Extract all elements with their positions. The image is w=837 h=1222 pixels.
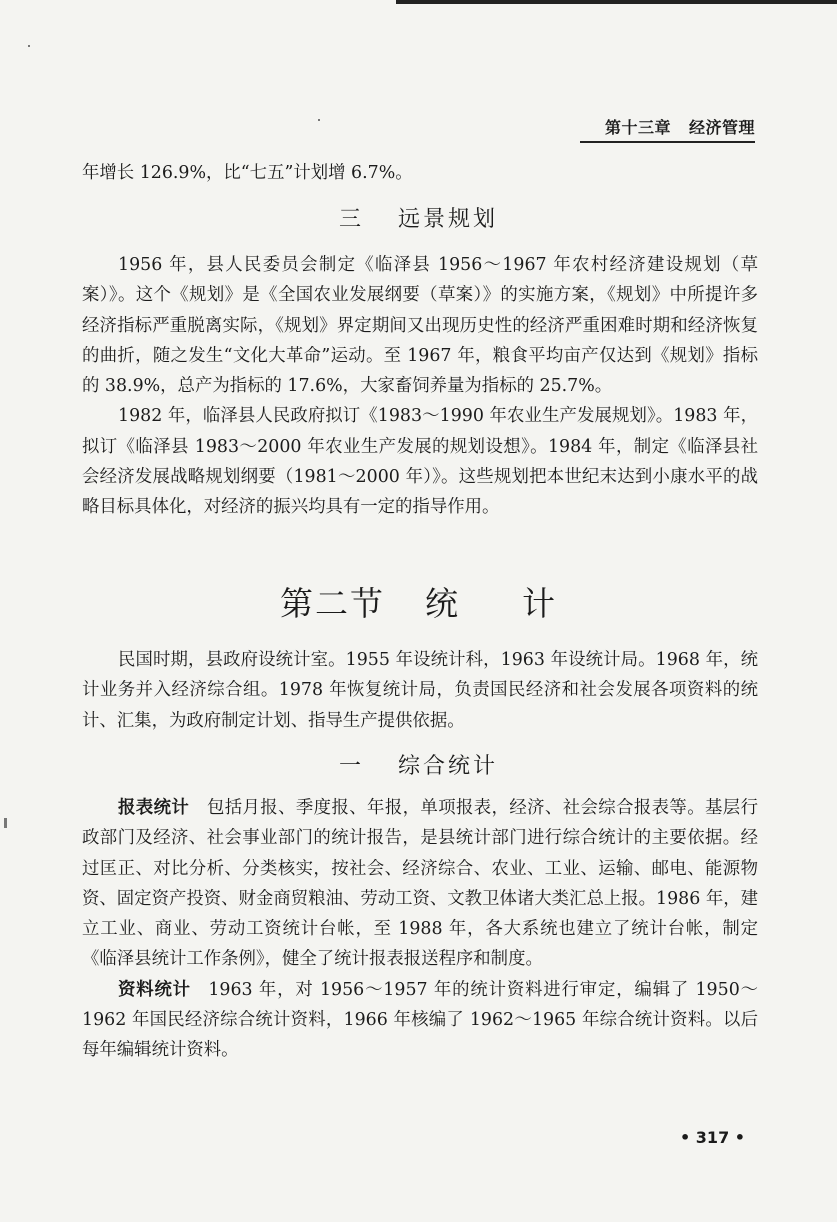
paragraph: 年增长 126.9%，比“七五”计划增 6.7%。 bbox=[82, 163, 413, 183]
paragraph bbox=[82, 793, 758, 975]
paragraph bbox=[82, 975, 758, 1066]
section-title: 综合统计 bbox=[398, 754, 499, 779]
body-block-1 bbox=[82, 250, 758, 523]
page-number: • 317 • bbox=[680, 1128, 745, 1147]
scan-speck bbox=[4, 818, 7, 828]
paragraph: 1956 年，县人民委员会制定《临泽县 1956～1967 年农村经济建设规划（草案）》。这个《规划》是《全国农业发展纲要（草案）》的实施方案，《规划》中所提许多经济指标严重脱离实际，《规划》界定期间又出现历史性的经济严重困难时期和经济恢复的曲折，随之发生“文化大革命”运动。至 1967 年，粮食平均亩产仅达到《规划》指标的 38.9%，总产为指标的 17.6%，大家畜饲养量为指标的 25.7%。 bbox=[82, 255, 758, 397]
body-block-2 bbox=[82, 645, 758, 736]
paragraph-body: 包括月报、季度报、年报，单项报表，经济、社会综合报表等。基层行政部门及经济、社会事业部门的统计报告，是县统计部门进行综合统计的主要依据。经过匡正、对比分析、分类核实，按社会、经济综合、农业、工业、运输、邮电、能源物资、固定资产投资、财金商贸粮油、劳动工资、文教卫体诸大类汇总上报。1986 年，建立工业、商业、劳动工资统计台帐，至 1988 年，各大系统也建立了统计台帐，制定《临泽县统计工作条例》，健全了统计报表报送程序和制度。 bbox=[82, 798, 758, 970]
lead-term: 资料统计 bbox=[118, 979, 191, 1000]
chapter-section-heading bbox=[0, 578, 837, 625]
continued-line bbox=[82, 158, 758, 188]
lead-term: 报表统计 bbox=[118, 798, 190, 818]
heading-part: 统 bbox=[425, 584, 460, 623]
paragraph-body: 1963 年，对 1956～1957 年的统计资料进行审定，编辑了 1950～1962 年国民经济综合统计资料，1966 年核编了 1962～1965 年综合统计资料。以后每年编辑统计资料。 bbox=[82, 979, 758, 1061]
section-number: 一 bbox=[338, 754, 364, 779]
scan-speck bbox=[28, 45, 30, 47]
scan-top-edge bbox=[396, 0, 837, 4]
heading-part: 计 bbox=[522, 584, 557, 623]
section-number: 三 bbox=[338, 207, 364, 232]
scan-speck bbox=[318, 119, 320, 121]
section-title: 远景规划 bbox=[398, 207, 499, 232]
heading-part: 第二节 bbox=[280, 584, 385, 623]
section-heading-outlook bbox=[0, 202, 837, 233]
paragraph: 民国时期，县政府设统计室。1955 年设统计科，1963 年设统计局。1968 年，统计业务并入经济综合组。1978 年恢复统计局，负责国民经济和社会发展各项资料的统计、汇集，为政府制定计划、指导生产提供依据。 bbox=[82, 650, 758, 731]
header-rule bbox=[580, 141, 755, 143]
body-block-3 bbox=[82, 793, 758, 1066]
header-chapter: 第十三章 bbox=[604, 118, 671, 137]
paragraph: 1982 年，临泽县人民政府拟订《1983～1990 年农业生产发展规划》。1983 年，拟订《临泽县 1983～2000 年农业生产发展的规划设想》。1984 年，制定《临泽县社会经济发展战略规划纲要（1981～2000 年）》。这些规划把本世纪末达到小康水平的战略目标具体化，对经济的振兴均具有一定的指导作用。 bbox=[82, 406, 758, 518]
section-heading-stats bbox=[0, 749, 837, 780]
header-title: 经济管理 bbox=[688, 118, 755, 137]
running-header bbox=[605, 115, 755, 138]
